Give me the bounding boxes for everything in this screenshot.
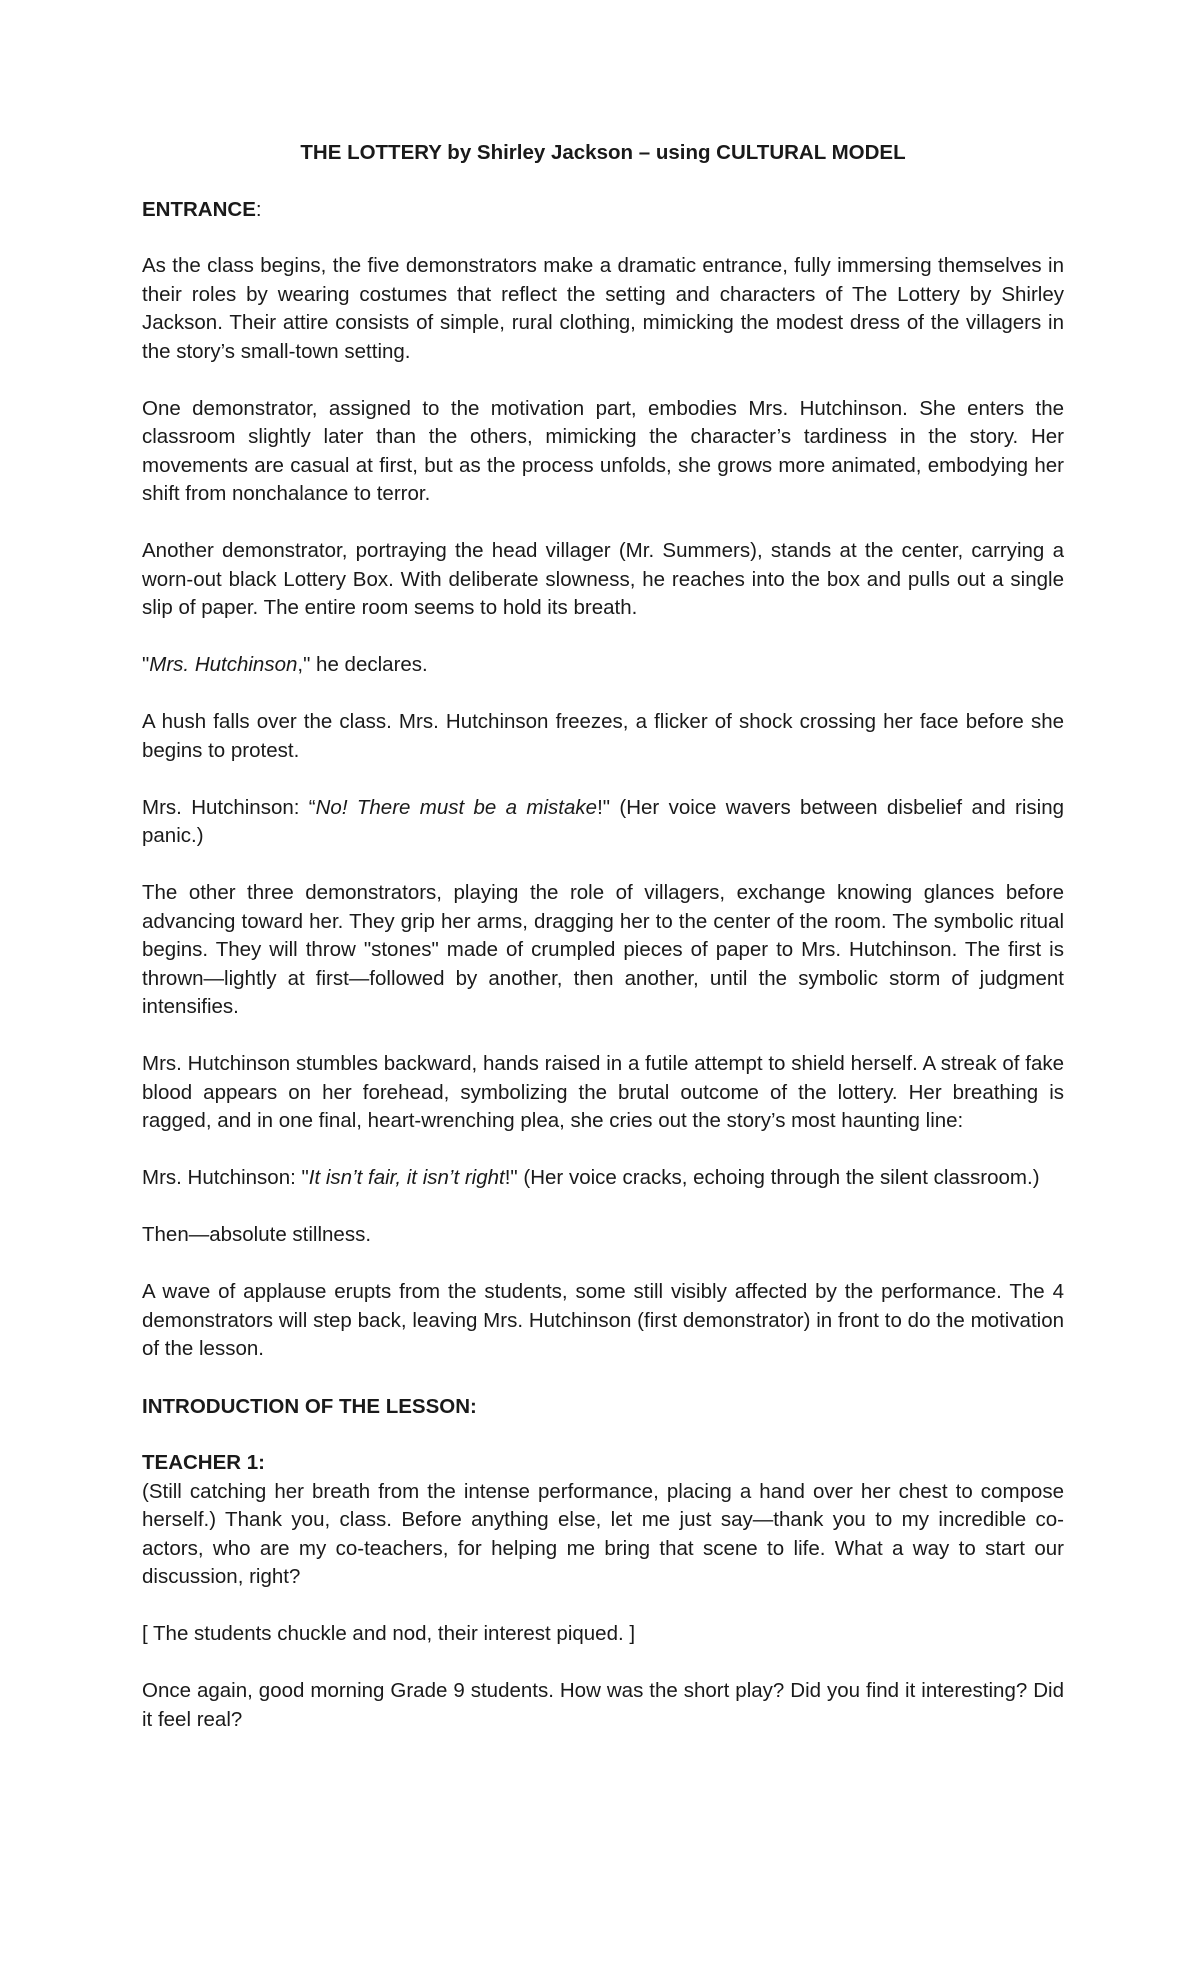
paragraph-costumes: As the class begins, the five demonstrators make a dramatic entrance, fully immersing themselves in their roles by wearing costumes that reflect the setting and characters of The Lottery by Shirley Jackson. Their attire consists of simple, rural clothing, mimicking the modest dress of the villagers in the story’s small-town setting. [142,254,1064,363]
haunting-quote: It isn’t fair, it isn’t right [308,1166,505,1189]
paragraph-stillness: Then—absolute stillness. [142,1223,372,1246]
protest-quote: No! There must be a mistake [315,795,598,819]
declaration-open-quote: " [142,653,150,676]
paragraph-declaration [142,651,1064,680]
entrance-heading [142,195,1064,224]
document-page [142,138,1064,1734]
paragraph-villagers-ritual: The other three demonstrators, playing the role of villagers, exchange knowing glances before advancing toward her. They grip her arms, dragging her to the center of the room. The symbolic ritual begins. They will throw "stones" made of crumpled pieces of paper to Mrs. Hutchinson. The first is thrown—lightly at first—followed by another, then another, until the symbolic storm of judgment intensifies. [142,881,1064,1018]
entrance-heading-colon: : [255,198,262,221]
paragraph-hush: A hush falls over the class. Mrs. Hutchinson freezes, a flicker of shock crossing her face before she begins to protest. [142,710,1064,762]
introduction-heading: INTRODUCTION OF THE LESSON: [142,1395,477,1418]
protest-prefix: Mrs. Hutchinson: “ [142,795,316,819]
teacher-1-paragraph: (Still catching her breath from the intense performance, placing a hand over her chest to compose herself.) Thank you, class. Before anything else, let me just say—thank you to my incredible co-actors, who are my co-teachers, for helping me bring that scene to life. What a way to start our discussion, right? [142,1479,1064,1588]
paragraph-head-villager: Another demonstrator, portraying the head villager (Mr. Summers), stands at the center, carrying a worn-out black Lottery Box. With deliberate slowness, he reaches into the box and pulls out a single slip of paper. The entire room seems to hold its breath. [142,539,1064,619]
haunting-suffix: !" (Her voice cracks, echoing through the silent classroom.) [504,1166,1040,1189]
protest-suffix: !" (Her voice wavers between disbelief and rising panic.) [142,795,1065,847]
paragraph-protest [142,794,1064,851]
declaration-name: Mrs. Hutchinson [149,653,298,676]
paragraph-stumbles: Mrs. Hutchinson stumbles backward, hands raised in a futile attempt to shield herself. A streak of fake blood appears on her forehead, symbolizing the brutal outcome of the lottery. Her breathing is ragged, and in one final, heart-wrenching plea, she cries out the story’s most haunting line: [142,1052,1064,1132]
paragraph-mrs-hutchinson-role: One demonstrator, assigned to the motivation part, embodies Mrs. Hutchinson. She enters the classroom slightly later than the others, mimicking the character’s tardiness in the story. Her movements are casual at first, but as the process unfolds, she grows more animated, embodying her shift from nonchalance to terror. [142,396,1064,505]
teacher-1-greeting: Once again, good morning Grade 9 students. How was the short play? Did you find it interesting? Did it feel real? [142,1679,1064,1731]
students-reaction: [ The students chuckle and nod, their interest piqued. ] [142,1622,636,1645]
entrance-heading-label: ENTRANCE [142,198,256,221]
paragraph-applause: A wave of applause erupts from the students, some still visibly affected by the performance. The 4 demonstrators will step back, leaving Mrs. Hutchinson (first demonstrator) in front to do the motivation of the lesson. [142,1280,1064,1360]
haunting-prefix: Mrs. Hutchinson: " [142,1166,309,1189]
teacher-1-heading: TEACHER 1: [142,1451,266,1474]
declaration-close: ," he declares. [297,653,428,676]
paragraph-haunting-line [142,1164,1064,1193]
document-title: THE LOTTERY by Shirley Jackson – using CULTURAL MODEL [300,141,906,164]
